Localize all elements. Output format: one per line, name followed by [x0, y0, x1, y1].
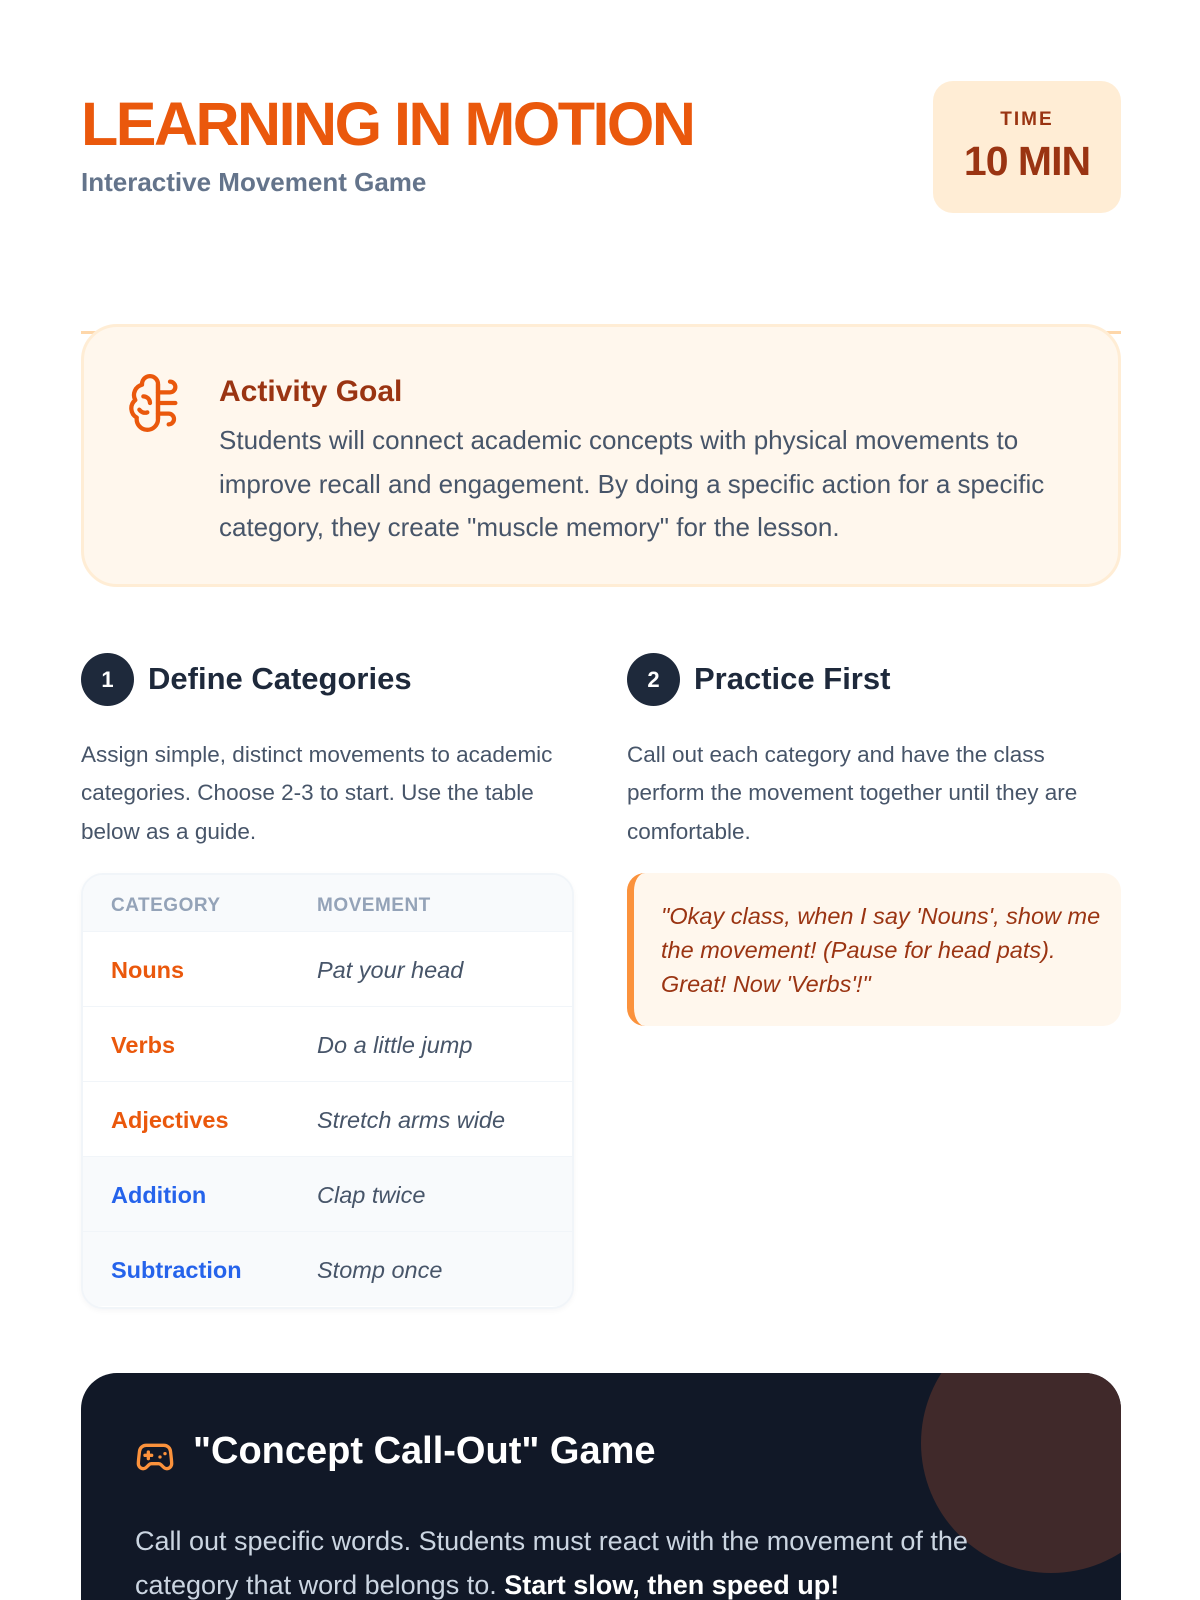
- time-badge: [933, 81, 1121, 213]
- column-header-movement: MOVEMENT: [317, 895, 431, 916]
- table-row: [83, 1231, 572, 1306]
- game-title: "Concept Call-Out" Game: [193, 1430, 656, 1472]
- game-description: [135, 1519, 1075, 1600]
- page-subtitle: Interactive Movement Game: [81, 167, 427, 197]
- game-text-emphasis: Start slow, then speed up!: [504, 1570, 840, 1600]
- step-number-badge: 2: [627, 653, 680, 706]
- step-description: Assign simple, distinct movements to academic categories. Choose 2-3 to start. Use the table below as a guide.: [81, 742, 553, 844]
- table-row: [83, 1081, 572, 1156]
- movement-cell: Stomp once: [317, 1257, 443, 1283]
- category-movement-table: [81, 873, 574, 1309]
- header: [81, 78, 1121, 278]
- quote-text: "Okay class, when I say 'Nouns', show me the movement! (Pause for head pats). Great! Now 'Verbs'!": [661, 903, 1101, 997]
- column-header-category: CATEGORY: [111, 895, 221, 916]
- movement-cell: Pat your head: [317, 957, 464, 983]
- step-description: Call out each category and have the class perform the movement together until they are comfortable.: [627, 742, 1078, 844]
- brain-icon: [126, 371, 190, 435]
- category-cell: Addition: [111, 1182, 207, 1208]
- category-cell: Adjectives: [111, 1107, 229, 1133]
- practice-quote: [627, 873, 1121, 1026]
- activity-goal-card: [81, 324, 1121, 587]
- gamepad-icon: [135, 1437, 175, 1477]
- game-card: [81, 1373, 1121, 1600]
- goal-text: Students will connect academic concepts with physical movements to improve recall and engagement. By doing a specific action for a specific category, they create "muscle memory" for the lesson.: [219, 425, 1045, 542]
- step-title: Practice First: [694, 661, 891, 696]
- time-label: TIME: [1000, 109, 1054, 130]
- category-cell: Verbs: [111, 1032, 176, 1058]
- step-title: Define Categories: [148, 661, 412, 696]
- table-header: [83, 875, 572, 931]
- game-text-plain: Call out specific words. Students must react with the movement of the category that word belongs to.: [135, 1526, 968, 1600]
- page-title: LEARNING IN MOTION: [81, 90, 694, 158]
- step-number-badge: 1: [81, 653, 134, 706]
- category-cell: Nouns: [111, 957, 185, 983]
- table-row: [83, 1156, 572, 1231]
- time-value: 10 MIN: [963, 138, 1091, 184]
- movement-cell: Do a little jump: [317, 1032, 473, 1058]
- lesson-page: [81, 0, 1121, 1600]
- movement-cell: Clap twice: [317, 1182, 426, 1208]
- category-cell: Subtraction: [111, 1257, 242, 1283]
- table-row: [83, 1006, 572, 1081]
- goal-title: Activity Goal: [219, 375, 403, 408]
- movement-cell: Stretch arms wide: [317, 1107, 506, 1133]
- table-row: [83, 931, 572, 1006]
